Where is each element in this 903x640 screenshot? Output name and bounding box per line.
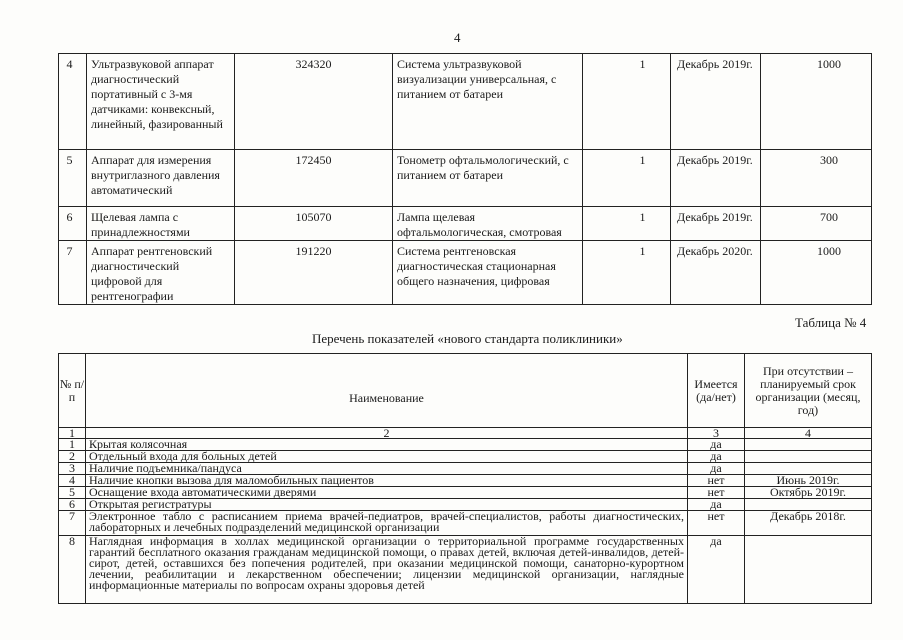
column-number: 3 xyxy=(688,428,745,439)
indicator-term xyxy=(745,536,872,604)
row-number: 4 xyxy=(59,475,86,487)
equipment-description: Тонометр офтальмологический, с питанием от батареи xyxy=(393,150,583,207)
equipment-quantity: 1 xyxy=(583,150,671,207)
equipment-price: 1000 xyxy=(761,54,872,150)
indicator-term: Декабрь 2018г. xyxy=(745,511,872,536)
indicator-name: Наличие кнопки вызова для маломобильных пациентов xyxy=(86,475,688,487)
equipment-quantity: 1 xyxy=(583,54,671,150)
equipment-date: Декабрь 2020г. xyxy=(671,241,761,305)
row-number: 4 xyxy=(59,54,87,150)
row-number: 2 xyxy=(59,451,86,463)
indicator-name: Крытая колясочная xyxy=(86,439,688,451)
indicator-available: да xyxy=(688,439,745,451)
equipment-code: 324320 xyxy=(235,54,393,150)
equipment-description: Лампа щелевая офтальмологическая, смотровая xyxy=(393,207,583,241)
column-number: 1 xyxy=(59,428,86,439)
indicator-term xyxy=(745,451,872,463)
row-number: 6 xyxy=(59,499,86,511)
indicator-name: Наглядная информация в холлах медицинской организации о территориальной программе государственных гарантий бесплатного оказания гражданам медицинской помощи, о правах детей, включая детей-инвалидов, детей-сирот, детей, оставшихся без попечения родителей, при оказании медицинской помощи, санаторно-курортном лечении, реабилитации и лекарственном обеспечении; лицензии медицинской организации, наглядные информационные материалы по вопросам охраны здоровья детей xyxy=(86,536,688,604)
indicator-term: Октябрь 2019г. xyxy=(745,487,872,499)
row-number: 8 xyxy=(59,536,86,604)
row-number: 6 xyxy=(59,207,87,241)
indicator-name: Оснащение входа автоматическими дверями xyxy=(86,487,688,499)
indicator-available: нет xyxy=(688,511,745,536)
header-name: Наименование xyxy=(86,354,688,428)
equipment-code: 105070 xyxy=(235,207,393,241)
equipment-code: 172450 xyxy=(235,150,393,207)
row-number: 7 xyxy=(59,511,86,536)
page-number: 4 xyxy=(454,30,461,45)
table-row xyxy=(59,150,872,207)
table-row xyxy=(59,511,872,536)
table-title: Перечень показателей «нового стандарта поликлиники» xyxy=(312,331,623,346)
equipment-price: 1000 xyxy=(761,241,872,305)
equipment-description: Система ультразвуковой визуализации универсальная, с питанием от батареи xyxy=(393,54,583,150)
indicator-term xyxy=(745,439,872,451)
table-row xyxy=(59,207,872,241)
equipment-name: Аппарат рентгеновский диагностический цифровой для рентгенографии xyxy=(87,241,235,305)
row-number: 1 xyxy=(59,439,86,451)
equipment-table xyxy=(58,53,872,305)
indicator-name: Электронное табло с расписанием приема врачей-педиатров, врачей-специалистов, работы диагностических, лабораторных и лечебных подразделений медицинской организации xyxy=(86,511,688,536)
column-number: 2 xyxy=(86,428,688,439)
table-row xyxy=(59,536,872,604)
indicator-available: нет xyxy=(688,487,745,499)
equipment-code: 191220 xyxy=(235,241,393,305)
equipment-date: Декабрь 2019г. xyxy=(671,54,761,150)
column-number: 4 xyxy=(745,428,872,439)
equipment-price: 300 xyxy=(761,150,872,207)
table-row xyxy=(59,54,872,150)
equipment-name: Аппарат для измерения внутриглазного давления автоматический xyxy=(87,150,235,207)
indicator-term: Июнь 2019г. xyxy=(745,475,872,487)
indicator-available: да xyxy=(688,536,745,604)
indicator-name: Наличие подъемника/пандуса xyxy=(86,463,688,475)
row-number: 5 xyxy=(59,150,87,207)
indicator-available: нет xyxy=(688,475,745,487)
row-number: 7 xyxy=(59,241,87,305)
indicator-available: да xyxy=(688,451,745,463)
equipment-quantity: 1 xyxy=(583,207,671,241)
indicator-name: Открытая регистратуры xyxy=(86,499,688,511)
header-has: Имеется (да/нет) xyxy=(688,354,745,428)
equipment-date: Декабрь 2019г. xyxy=(671,150,761,207)
header-term: При отсутствии – планируемый срок организации (месяц, год) xyxy=(745,354,872,428)
table-row xyxy=(59,241,872,305)
indicator-available: да xyxy=(688,463,745,475)
equipment-name: Ультразвуковой аппарат диагностический портативный с 3-мя датчиками: конвексный, линейный, фазированный xyxy=(87,54,235,150)
equipment-price: 700 xyxy=(761,207,872,241)
equipment-date: Декабрь 2019г. xyxy=(671,207,761,241)
header-number: № п/п xyxy=(59,354,86,428)
indicator-name: Отдельный входа для больных детей xyxy=(86,451,688,463)
table-caption: Таблица № 4 xyxy=(795,315,867,330)
indicators-table xyxy=(58,353,872,604)
indicator-available: да xyxy=(688,499,745,511)
row-number: 3 xyxy=(59,463,86,475)
equipment-name: Щелевая лампа с принадлежностями xyxy=(87,207,235,241)
row-number: 5 xyxy=(59,487,86,499)
equipment-quantity: 1 xyxy=(583,241,671,305)
equipment-description: Система рентгеновская диагностическая стационарная общего назначения, цифровая xyxy=(393,241,583,305)
